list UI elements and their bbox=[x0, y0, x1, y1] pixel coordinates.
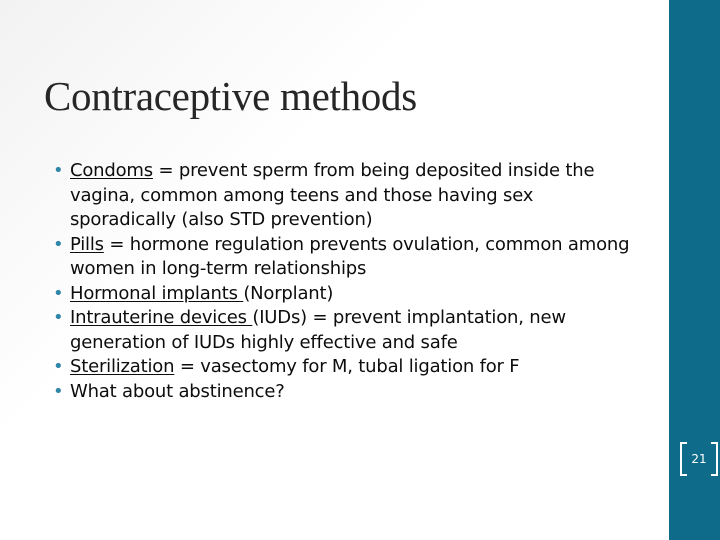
bullet-dot-icon: • bbox=[53, 282, 64, 304]
bullet-term: Intrauterine devices bbox=[70, 307, 253, 328]
bullet-dot-icon: • bbox=[53, 380, 64, 402]
bullet-term: Condoms bbox=[70, 160, 153, 181]
bullet-item-hormonal-implants bbox=[53, 282, 638, 307]
bullet-description: = vasectomy for M, tubal ligation for F bbox=[174, 356, 520, 377]
page-number: 21 bbox=[691, 452, 707, 466]
bullet-term: Hormonal implants bbox=[70, 282, 244, 304]
bullet-dot-icon: • bbox=[53, 233, 64, 255]
bullet-item-condoms bbox=[53, 159, 638, 233]
bullet-description: = prevent sperm from being deposited inside the vagina, common among teens and those having sex sporadically (also STD prevention) bbox=[70, 160, 595, 230]
bullet-term: Pills bbox=[70, 233, 104, 255]
bullet-item-intrauterine-devices bbox=[53, 306, 638, 355]
bullet-description: = hormone regulation prevents ovulation, common among women in long-term relationships bbox=[70, 233, 630, 279]
bullet-description: What about abstinence? bbox=[70, 380, 285, 402]
bullet-item-pills bbox=[53, 233, 638, 282]
page-number-badge bbox=[680, 442, 718, 476]
bullet-dot-icon: • bbox=[53, 356, 64, 377]
bullet-dot-icon: • bbox=[53, 160, 64, 181]
bullet-description: (IUDs) = prevent implantation, new generation of IUDs highly effective and safe bbox=[70, 307, 566, 353]
bullet-item-sterilization bbox=[53, 355, 638, 380]
bullet-dot-icon: • bbox=[53, 307, 64, 328]
bullet-term: Sterilization bbox=[70, 356, 175, 377]
bullet-description: (Norplant) bbox=[243, 282, 334, 304]
bullet-list bbox=[53, 159, 638, 404]
bullet-item-abstinence bbox=[53, 380, 638, 405]
slide-title: Contraceptive methods bbox=[44, 73, 417, 119]
